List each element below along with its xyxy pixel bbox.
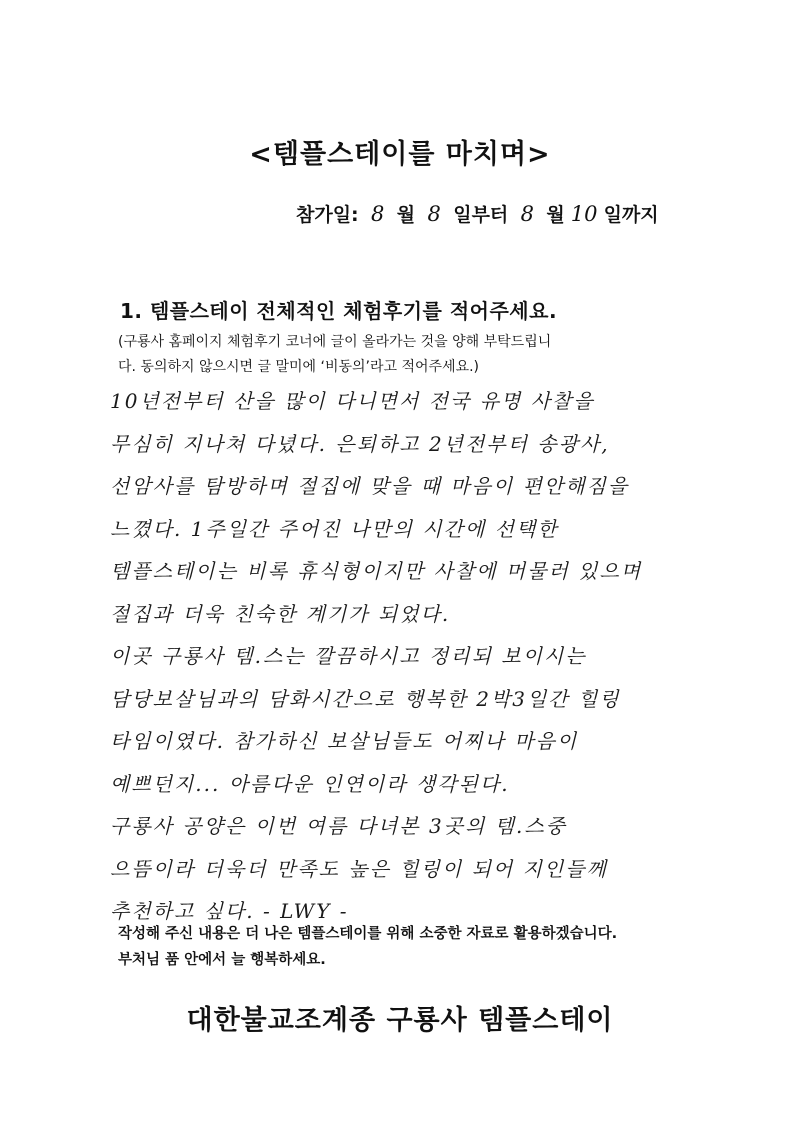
review-line: 으뜸이라 더욱더 만족도 높은 힐링이 되어 지인들께: [110, 856, 608, 881]
form-title: <템플스테이를 마치며>: [249, 139, 551, 170]
review-line: 담당보살님과의 담화시간으로 행복한 2박3일간 힐링: [110, 686, 621, 711]
until-word: 일까지: [603, 204, 659, 226]
review-line: 이곳 구룡사 템.스는 깔끔하시고 정리되 보이시는: [110, 644, 587, 668]
review-line: 10년전부터 산을 많이 다니면서 전국 유명 사찰을: [110, 389, 595, 413]
start-day-value: 8: [427, 202, 441, 226]
review-line: 템플스테이는 비록 휴식형이지만 사찰에 머물러 있으며: [110, 559, 643, 583]
question-note-line-1: (구룡사 홈페이지 체험후기 코너에 글이 올라가는 것을 양해 부탁드립니: [118, 334, 552, 350]
footer-note-line-1: 작성해 주신 내용은 더 나은 템플스테이를 위해 소중한 자료로 활용하겠습니다.: [118, 926, 618, 942]
organization-name: 대한불교조계종 구룡사 템플스테이: [186, 1005, 614, 1036]
review-line: 추천하고 싶다. - LWY -: [110, 899, 349, 923]
review-line: 타임이였다. 참가하신 보살님들도 어찌나 마음이: [110, 729, 579, 753]
end-month-value: 8: [520, 202, 535, 226]
month-word-end: 월: [546, 204, 565, 226]
review-line: 절집과 더욱 친숙한 계기가 되었다.: [110, 601, 451, 626]
start-month-value: 8: [371, 202, 385, 226]
question-note-line-2: 다. 동의하지 않으시면 글 말미에 ‘비동의’라고 적어주세요.): [118, 359, 480, 375]
review-line: 무심히 지나쳐 다녔다. 은퇴하고 2년전부터 송광사,: [110, 431, 610, 456]
participation-label: 참가일:: [296, 204, 359, 226]
review-line: 예쁘던지... 아름다운 인연이라 생각된다.: [110, 771, 510, 796]
review-line: 선암사를 탐방하며 절집에 맞을 때 마음이 편안해짐을: [110, 474, 630, 498]
participation-dates: [296, 200, 659, 227]
handwritten-review: [110, 380, 700, 933]
question-note: [118, 330, 688, 380]
review-line: 구룡사 공양은 이번 여름 다녀본 3곳의 템.스중: [110, 814, 567, 838]
footer-note: [118, 921, 617, 973]
from-word: 일부터: [453, 204, 509, 226]
question-heading: 1. 템플스테이 전체적인 체험후기를 적어주세요.: [120, 299, 558, 323]
end-day-value: 10: [570, 202, 598, 226]
footer-note-line-2: 부처님 품 안에서 늘 행복하세요.: [118, 952, 326, 968]
month-word-start: 월: [396, 204, 416, 226]
review-line: 느꼈다. 1주일간 주어진 나만의 시간에 선택한: [110, 516, 559, 541]
